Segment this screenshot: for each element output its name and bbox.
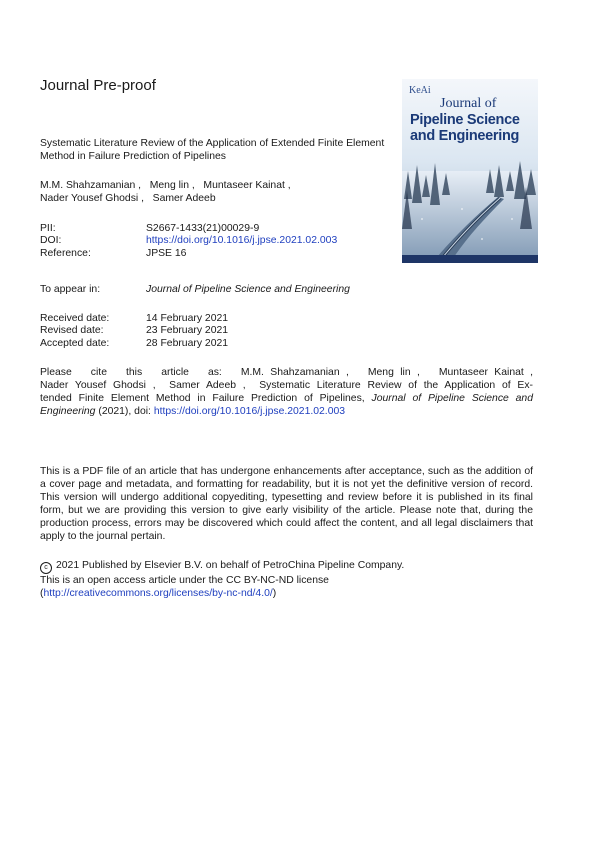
copyright-icon: c <box>40 562 52 574</box>
keai-logo: KeAi <box>409 85 431 96</box>
doi-link[interactable]: https://doi.org/10.1016/j.jpse.2021.02.003 <box>146 235 338 247</box>
to-appear-in <box>40 284 350 296</box>
article-dates <box>40 313 228 350</box>
citation-line-2: Nader Yousef Ghodsi , Samer Adeeb , Systematic Literature Review of the Application of Ex- <box>40 380 533 391</box>
accepted-label: Accepted date: <box>40 337 110 349</box>
license-line: This is an open access article under the CC BY-NC-ND license <box>40 575 329 586</box>
citation-block <box>40 366 533 418</box>
pii-label: PII: <box>40 223 56 234</box>
citation-journal-1: Journal of Pipeline Science and <box>371 393 533 404</box>
journal-pre-proof-heading: Journal Pre-proof <box>40 77 156 94</box>
revised-label: Revised date: <box>40 325 104 337</box>
license-link[interactable]: http://creativecommons.org/licenses/by-nc-nd/4.0/ <box>43 588 273 599</box>
doi-label: DOI: <box>40 235 62 247</box>
received-label: Received date: <box>40 313 110 324</box>
preproof-notice: This is a PDF file of an article that has undergone enhancements after acceptance, such as the addition of a cover page and metadata, and formatting for readability, but it is not yet the definitive version of record. This version will undergo additional copyediting, typesetting and review before it is published in its final form, but we are providing this version to give early visibility of the article. Please note that, during the production process, errors may be discovered which could affect the content, and all legal disclaimers that apply to the journal pertain. <box>40 466 533 542</box>
copyright-text: 2021 Published by Elsevier B.V. on behalf of PetroChina Pipeline Company. <box>56 560 405 571</box>
citation-line-3 <box>40 392 533 405</box>
cover-title-line-2: Pipeline Science <box>410 112 520 128</box>
cover-title-line-3: and Engineering <box>410 128 520 144</box>
citation-line-3-text: tended Finite Element Method in Failure Prediction of Pipelines, <box>40 393 372 404</box>
citation-line-1: Please cite this article as: M.M. Shahzamanian , Meng lin , Muntaseer Kainat , <box>40 367 533 378</box>
copyright-line <box>40 559 440 574</box>
license-block <box>40 559 440 600</box>
to-appear-label: To appear in: <box>40 284 101 295</box>
license-paren-open: ( <box>40 588 44 599</box>
authors-line-1: M.M. Shahzamanian , Meng lin , Muntaseer Kainat , <box>40 180 291 191</box>
article-title: Systematic Literature Review of the Application of Extended Finite Element Method in Failure Prediction of Pipelines <box>40 138 385 162</box>
to-appear-journal: Journal of Pipeline Science and Engineering <box>146 284 350 295</box>
reference-label: Reference: <box>40 247 91 259</box>
accepted-date: 28 February 2021 <box>146 337 229 349</box>
cover-title-line-1: Journal of <box>440 96 497 111</box>
revised-date: 23 February 2021 <box>146 325 229 337</box>
author-list <box>40 179 370 205</box>
reference-value: JPSE 16 <box>146 247 187 259</box>
citation-line-4-text: (2021), doi: <box>95 406 154 417</box>
cover-footer-bar <box>402 255 538 263</box>
journal-cover-image <box>402 79 538 263</box>
license-paren-close: ) <box>272 588 277 599</box>
citation-journal-2: Engineering <box>40 406 96 417</box>
license-url-line <box>40 587 440 600</box>
authors-line-2: Nader Yousef Ghodsi , Samer Adeeb <box>40 193 216 204</box>
citation-line-4 <box>40 406 345 417</box>
pii-value: S2667-1433(21)00029-9 <box>146 223 260 234</box>
article-identifiers <box>40 223 337 260</box>
received-date: 14 February 2021 <box>146 313 229 324</box>
citation-doi-link[interactable]: https://doi.org/10.1016/j.jpse.2021.02.003 <box>153 406 346 417</box>
